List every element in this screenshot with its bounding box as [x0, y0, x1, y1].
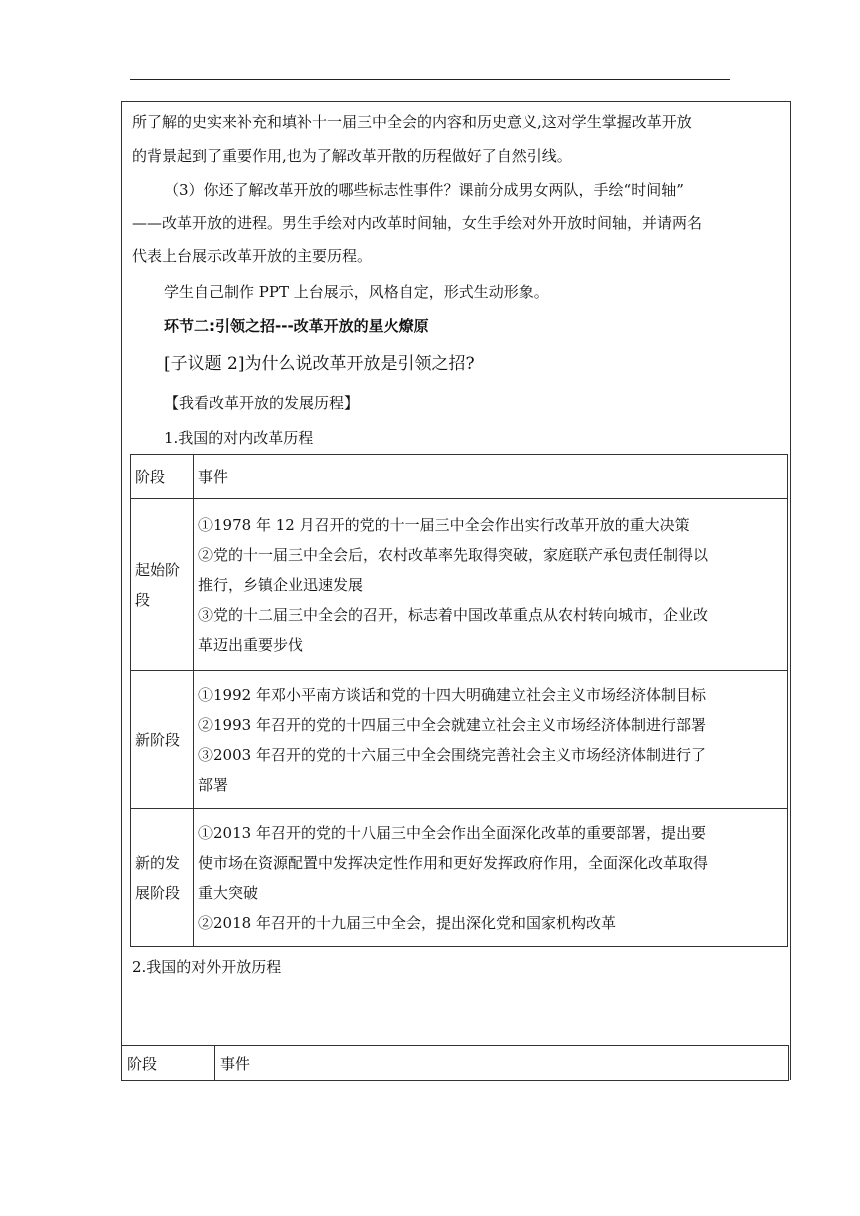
event-line: ①1992 年邓小平南方谈话和党的十四大明确建立社会主义市场经济体制目标 — [198, 685, 706, 704]
event-line: 重大突破 — [198, 883, 259, 902]
header-events: 事件 — [215, 1046, 789, 1081]
table-header-row — [131, 455, 788, 499]
event-line: ①2013 年召开的党的十八届三中全会作出全面深化改革的重要部署，提出要 — [198, 823, 706, 842]
event-line: 革迈出重要步伐 — [198, 635, 304, 654]
stage-cell: 起始阶段 — [131, 499, 194, 671]
event-line: ②1993 年召开的党的十四届三中全会就建立社会主义市场经济体制进行部署 — [198, 715, 706, 734]
opening-up-table — [121, 1045, 789, 1081]
events-cell — [194, 671, 788, 809]
event-line: ③2003 年召开的党的十六届三中全会围绕完善社会主义市场经济体制进行了 — [198, 745, 706, 764]
events-cell — [194, 809, 788, 947]
sub-topic: [子议题 2]为什么说改革开放是引领之招? — [164, 354, 475, 374]
table-row — [131, 671, 788, 809]
header-stage: 阶段 — [131, 455, 194, 499]
section-title: 环节二:引领之招---改革开放的星火燎原 — [164, 317, 429, 335]
header-rule — [130, 79, 730, 80]
event-line: ①1978 年 12 月召开的党的十一届三中全会作出实行改革开放的重大决策 — [198, 515, 690, 534]
events-cell — [194, 499, 788, 671]
paragraph-line: 所了解的史实来补充和填补十一届三中全会的内容和历史意义,这对学生掌握改革开放 — [132, 113, 692, 131]
header-stage: 阶段 — [122, 1046, 215, 1081]
table-row — [131, 809, 788, 947]
paragraph-line: 代表上台展示改革开放的主要历程。 — [132, 247, 373, 265]
header-events: 事件 — [194, 455, 788, 499]
paragraph-line: ——改革开放的进程。男生手绘对内改革时间轴，女生手绘对外开放时间轴，并请两名 — [132, 214, 703, 232]
event-line: 推行，乡镇企业迅速发展 — [198, 575, 364, 594]
event-line: ②党的十一届三中全会后，农村改革率先取得突破，家庭联产承包责任制得以 — [198, 545, 709, 564]
event-line: 部署 — [198, 775, 229, 794]
stage-cell: 新的发展阶段 — [131, 809, 194, 947]
event-line: ②2018 年召开的十九届三中全会，提出深化党和国家机构改革 — [198, 913, 616, 932]
domestic-reform-table — [130, 454, 788, 947]
paragraph-line: 的背景起到了重要作用,也为了解改革开散的历程做好了自然引线。 — [132, 147, 572, 165]
bracket-title: 【我看改革开放的发展历程】 — [164, 394, 360, 412]
event-line: ③党的十二届三中全会的召开，标志着中国改革重点从农村转向城市，企业改 — [198, 605, 709, 624]
stage-cell: 新阶段 — [131, 671, 194, 809]
event-line: 使市场在资源配置中发挥决定性作用和更好发挥政府作用，全面深化改革取得 — [198, 853, 709, 872]
list-title: 1.我国的对内改革历程 — [164, 429, 314, 447]
list-title: 2.我国的对外开放历程 — [132, 958, 282, 976]
paragraph-line: （3）你还了解改革开放的哪些标志性事件？课前分成男女两队，手绘“时间轴” — [164, 181, 684, 199]
table-header-row — [122, 1046, 789, 1081]
table-row — [131, 499, 788, 671]
paragraph-line: 学生自己制作 PPT 上台展示，风格自定，形式生动形象。 — [164, 283, 549, 301]
